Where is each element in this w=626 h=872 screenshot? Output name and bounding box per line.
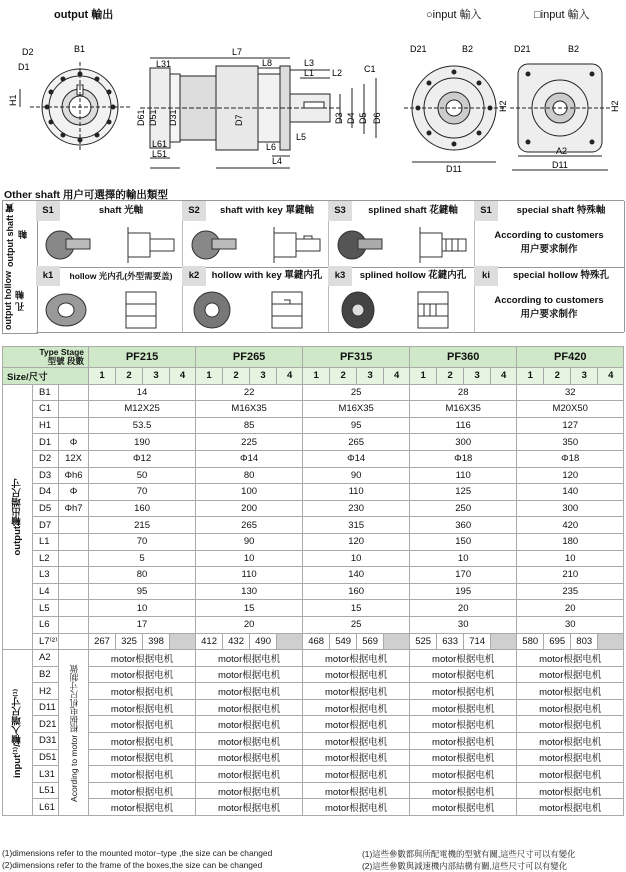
label-h2-square: H2 — [610, 100, 620, 112]
row-label: L51 — [33, 782, 59, 799]
table-cell: M12X25 — [89, 401, 196, 418]
table-row — [3, 550, 624, 567]
table-cell: 10 — [196, 550, 303, 567]
footnote-en-2: (2)dimensions refer to the frame of the boxes,the size can be changed — [2, 860, 263, 870]
table-cell: 110 — [410, 467, 517, 484]
input-note: Acording to motor 根据电机尺寸制做 — [59, 650, 89, 816]
output-face-drawing — [20, 62, 130, 152]
motor-cell: motor根据电机 — [517, 683, 624, 700]
label-d11-round: D11 — [446, 164, 462, 174]
row-tolerance: Φh7 — [59, 500, 89, 517]
label-l3: L3 — [304, 58, 315, 68]
table-row — [3, 434, 624, 451]
table-cell: 265 — [196, 517, 303, 534]
row-tolerance — [59, 600, 89, 617]
table-cell: 10 — [517, 550, 624, 567]
table-cell: 127 — [517, 417, 624, 434]
table-cell: 315 — [303, 517, 410, 534]
table-cell: 125 — [410, 484, 517, 501]
row-label: D31 — [33, 733, 59, 750]
motor-cell: motor根据电机 — [517, 650, 624, 667]
motor-cell: motor根据电机 — [89, 799, 196, 816]
motor-cell: motor根据电机 — [303, 749, 410, 766]
table-cell: 633 — [437, 633, 464, 650]
shaft-option-s3: S3 splined shaft 花鍵軸 — [328, 201, 475, 267]
table-cell: 20 — [517, 600, 624, 617]
table-cell: 14 — [89, 384, 196, 401]
other-shaft-title: Other shaft 用户可選擇的輸出類型 — [4, 189, 168, 201]
table-cell: 70 — [89, 484, 196, 501]
table-cell: 569 — [357, 633, 384, 650]
output-heading: output 輸出 — [54, 9, 114, 21]
table-cell: 140 — [303, 567, 410, 584]
motor-cell: motor根据电机 — [196, 699, 303, 716]
table-cell: 150 — [410, 533, 517, 550]
table-cell-empty — [491, 633, 517, 650]
label-d61: D61 — [136, 109, 146, 126]
label-l4: L4 — [272, 156, 283, 166]
table-cell: 10 — [89, 600, 196, 617]
shaft-side-labels — [2, 200, 38, 334]
row-tolerance — [59, 567, 89, 584]
table-row — [3, 567, 624, 584]
label-l51: L51 — [152, 149, 168, 159]
table-row — [3, 517, 624, 534]
row-tolerance — [59, 517, 89, 534]
row-tolerance — [59, 550, 89, 567]
motor-cell: motor根据电机 — [89, 683, 196, 700]
input-group-label: input⁽¹⁾/輸入端尺寸⁽¹⁾ — [3, 650, 33, 816]
table-cell: 398 — [143, 633, 170, 650]
table-cell: 20 — [410, 600, 517, 617]
table-cell: 15 — [196, 600, 303, 617]
table-cell: 90 — [303, 467, 410, 484]
model-pf215: PF215 — [89, 347, 196, 368]
table-row — [3, 533, 624, 550]
row-tolerance: 12X — [59, 450, 89, 467]
row-tolerance — [59, 616, 89, 633]
table-cell: 170 — [410, 567, 517, 584]
table-row-input — [3, 766, 624, 783]
table-cell: 70 — [89, 533, 196, 550]
row-label: D21 — [33, 716, 59, 733]
table-row — [3, 467, 624, 484]
table-cell: Φ12 — [89, 450, 196, 467]
motor-cell: motor根据电机 — [303, 799, 410, 816]
motor-cell: motor根据电机 — [89, 666, 196, 683]
table-row — [3, 450, 624, 467]
table-cell: 50 — [89, 467, 196, 484]
model-pf265: PF265 — [196, 347, 303, 368]
motor-cell: motor根据电机 — [303, 716, 410, 733]
motor-cell: motor根据电机 — [410, 666, 517, 683]
label-b2-round: B2 — [462, 44, 474, 54]
table-row — [3, 500, 624, 517]
label-b2-square: B2 — [568, 44, 580, 54]
table-cell: 100 — [196, 484, 303, 501]
motor-cell: motor根据电机 — [517, 699, 624, 716]
label-l1: L1 — [304, 68, 315, 78]
motor-cell: motor根据电机 — [303, 650, 410, 667]
motor-cell: motor根据电机 — [89, 766, 196, 783]
table-cell: Φ14 — [196, 450, 303, 467]
hollow-illustrations — [36, 286, 476, 330]
table-row-input — [3, 716, 624, 733]
table-cell: 695 — [544, 633, 571, 650]
table-cell: 160 — [303, 583, 410, 600]
row-tolerance — [59, 401, 89, 418]
row-label: D3 — [33, 467, 59, 484]
motor-cell: motor根据电机 — [89, 749, 196, 766]
row-label: L7⁽²⁾ — [33, 633, 59, 650]
label-d51: D51 — [148, 109, 158, 126]
label-d3: D3 — [334, 112, 344, 124]
side-label-output-shaft: output shaft 實 軸 — [5, 203, 28, 267]
label-d11-square: D11 — [552, 160, 568, 170]
output-group-label: output輸出端尺寸 — [3, 384, 33, 650]
row-label: D51 — [33, 749, 59, 766]
label-b1: B1 — [74, 44, 86, 54]
motor-cell: motor根据电机 — [410, 782, 517, 799]
table-row-input — [3, 683, 624, 700]
footnote-cn-2: (2)這些參數與減速機内部結構有關,這些尺寸可以有變化 — [362, 861, 568, 871]
table-row-input — [3, 650, 624, 667]
table-row — [3, 616, 624, 633]
table-cell: 300 — [410, 434, 517, 451]
table-cell: 53.5 — [89, 417, 196, 434]
input-round-heading: ○input 輸入 — [426, 9, 482, 21]
motor-cell: motor根据电机 — [196, 749, 303, 766]
row-label: D4 — [33, 484, 59, 501]
table-cell: 10 — [410, 550, 517, 567]
label-d6: D6 — [372, 112, 382, 124]
technical-drawing — [0, 22, 626, 182]
motor-cell: motor根据电机 — [196, 782, 303, 799]
motor-cell: motor根据电机 — [196, 716, 303, 733]
motor-cell: motor根据电机 — [303, 666, 410, 683]
table-cell: 120 — [303, 533, 410, 550]
row-label: B1 — [33, 384, 59, 401]
row-label: H2 — [33, 683, 59, 700]
motor-cell: motor根据电机 — [89, 699, 196, 716]
table-cell: 195 — [410, 583, 517, 600]
row-label: C1 — [33, 401, 59, 418]
motor-cell: motor根据电机 — [196, 766, 303, 783]
row-label: L31 — [33, 766, 59, 783]
label-d1: D1 — [18, 62, 30, 72]
table-cell: 412 — [196, 633, 223, 650]
motor-cell: motor根据电机 — [196, 683, 303, 700]
table-cell: 225 — [196, 434, 303, 451]
row-tolerance — [59, 417, 89, 434]
motor-cell: motor根据电机 — [303, 699, 410, 716]
motor-cell: motor根据电机 — [89, 782, 196, 799]
table-cell: 95 — [303, 417, 410, 434]
table-cell: 250 — [410, 500, 517, 517]
motor-cell: motor根据电机 — [89, 733, 196, 750]
label-l61: L61 — [152, 139, 168, 149]
table-cell: 180 — [517, 533, 624, 550]
table-cell: 30 — [517, 616, 624, 633]
hollow-option-special: ki special hollow 特殊孔 According to customers 用户要求制作 — [474, 266, 625, 332]
table-cell: 525 — [410, 633, 437, 650]
table-row — [3, 417, 624, 434]
row-label: D11 — [33, 699, 59, 716]
motor-cell: motor根据电机 — [410, 733, 517, 750]
table-cell: 20 — [196, 616, 303, 633]
table-cell: 580 — [517, 633, 544, 650]
table-cell: 22 — [196, 384, 303, 401]
table-cell: 140 — [517, 484, 624, 501]
table-cell: 432 — [223, 633, 250, 650]
shaft-option-s1: S1 shaft 光軸 — [36, 201, 183, 267]
label-l6: L6 — [266, 142, 277, 152]
motor-cell: motor根据电机 — [517, 666, 624, 683]
table-cell: 110 — [196, 567, 303, 584]
motor-cell: motor根据电机 — [410, 749, 517, 766]
motor-cell: motor根据电机 — [410, 716, 517, 733]
round-input-drawing — [404, 66, 504, 162]
label-d21-round: D21 — [410, 44, 427, 54]
row-label: H1 — [33, 417, 59, 434]
label-d7: D7 — [234, 114, 244, 126]
type-stage-header: Type Stage 型號 段數 — [3, 347, 89, 368]
row-tolerance: Φh6 — [59, 467, 89, 484]
model-pf420: PF420 — [517, 347, 624, 368]
table-row — [3, 384, 624, 401]
table-cell-empty — [598, 633, 624, 650]
table-row-input — [3, 666, 624, 683]
table-row-input — [3, 733, 624, 750]
table-cell: 714 — [464, 633, 491, 650]
motor-cell: motor根据电机 — [517, 766, 624, 783]
label-a2: A2 — [556, 146, 568, 156]
table-cell: 85 — [196, 417, 303, 434]
label-l31: L31 — [156, 59, 172, 69]
table-cell: 490 — [250, 633, 277, 650]
table-row — [3, 583, 624, 600]
footnote-cn-1: (1)這些參數都與所配電機的型號有關,這些尺寸可以有變化 — [362, 849, 576, 859]
row-label: D2 — [33, 450, 59, 467]
table-cell: 549 — [330, 633, 357, 650]
row-label: L1 — [33, 533, 59, 550]
table-cell: 360 — [410, 517, 517, 534]
table-row — [3, 484, 624, 501]
motor-cell: motor根据电机 — [196, 799, 303, 816]
table-cell: 230 — [303, 500, 410, 517]
shaft-option-s2: S2 shaft with key 單鍵軸 — [182, 201, 329, 267]
label-d31: D31 — [168, 109, 178, 126]
custom-note-shaft: According to customers 用户要求制作 — [494, 230, 604, 255]
row-label: A2 — [33, 650, 59, 667]
table-cell: 210 — [517, 567, 624, 584]
row-tolerance: Φ — [59, 484, 89, 501]
other-shaft-panel — [2, 200, 624, 332]
row-label: L2 — [33, 550, 59, 567]
table-row-input — [3, 782, 624, 799]
row-label: L4 — [33, 583, 59, 600]
table-cell: 116 — [410, 417, 517, 434]
row-label: D7 — [33, 517, 59, 534]
table-cell-empty — [170, 633, 196, 650]
table-cell: 80 — [196, 467, 303, 484]
motor-cell: motor根据电机 — [517, 749, 624, 766]
table-row-input — [3, 799, 624, 816]
hollow-row — [36, 266, 624, 333]
row-label: D5 — [33, 500, 59, 517]
table-cell: 325 — [116, 633, 143, 650]
side-label-output-hollow: output hollow 孔 軸 — [3, 269, 37, 334]
label-l2: L2 — [332, 68, 343, 78]
row-tolerance: Φ — [59, 434, 89, 451]
row-label: L3 — [33, 567, 59, 584]
label-c1: C1 — [364, 64, 376, 74]
table-cell: M16X35 — [196, 401, 303, 418]
table-cell: 420 — [517, 517, 624, 534]
motor-cell: motor根据电机 — [196, 650, 303, 667]
table-cell: 30 — [410, 616, 517, 633]
motor-cell: motor根据电机 — [196, 666, 303, 683]
label-h2-round: H2 — [498, 100, 508, 112]
hollow-option-k1: k1 hollow 光内孔(外型需要盖) — [36, 266, 183, 332]
label-l5: L5 — [296, 132, 307, 142]
table-cell: M16X35 — [410, 401, 517, 418]
motor-cell: motor根据电机 — [410, 650, 517, 667]
table-cell: 160 — [89, 500, 196, 517]
motor-cell: motor根据电机 — [410, 683, 517, 700]
shaft-row — [36, 200, 624, 268]
footnote-en-1: (1)dimensions refer to the mounted motor−type ,the size can be changed — [2, 848, 273, 858]
label-d5: D5 — [358, 112, 368, 124]
table-cell: 15 — [303, 600, 410, 617]
row-label: D1 — [33, 434, 59, 451]
table-cell: 120 — [517, 467, 624, 484]
table-cell: 25 — [303, 616, 410, 633]
motor-cell: motor根据电机 — [303, 683, 410, 700]
row-tolerance — [59, 533, 89, 550]
motor-cell: motor根据电机 — [517, 733, 624, 750]
table-cell-empty — [277, 633, 303, 650]
table-cell: 95 — [89, 583, 196, 600]
row-label: B2 — [33, 666, 59, 683]
motor-cell: motor根据电机 — [89, 716, 196, 733]
stage-row: Size/尺寸 1 2 3 4 1 2 3 4 1 2 3 4 1 2 3 4 1 2 3 4 — [3, 368, 624, 385]
table-cell: M20X50 — [517, 401, 624, 418]
table-row — [3, 401, 624, 418]
table-cell: 10 — [303, 550, 410, 567]
table-cell: 265 — [303, 434, 410, 451]
table-cell: 350 — [517, 434, 624, 451]
table-cell: 130 — [196, 583, 303, 600]
table-cell: 190 — [89, 434, 196, 451]
table-cell: M16X35 — [303, 401, 410, 418]
hollow-option-k3: k3 splined hollow 花鍵内孔 — [328, 266, 475, 332]
table-cell: 80 — [89, 567, 196, 584]
table-cell: Φ18 — [517, 450, 624, 467]
label-h1: H1 — [8, 94, 18, 106]
table-cell: 300 — [517, 500, 624, 517]
row-tolerance — [59, 384, 89, 401]
table-cell: 32 — [517, 384, 624, 401]
table-cell: 215 — [89, 517, 196, 534]
table-row — [3, 600, 624, 617]
shaft-illustrations — [36, 221, 476, 265]
table-row-l7 — [3, 633, 624, 650]
table-cell: 17 — [89, 616, 196, 633]
motor-cell: motor根据电机 — [303, 766, 410, 783]
motor-cell: motor根据电机 — [517, 799, 624, 816]
motor-cell: motor根据电机 — [517, 716, 624, 733]
row-label: L6 — [33, 616, 59, 633]
label-l8: L8 — [262, 58, 273, 68]
motor-cell: motor根据电机 — [196, 733, 303, 750]
table-cell: 28 — [410, 384, 517, 401]
row-label: L61 — [33, 799, 59, 816]
custom-note-hollow: According to customers 用户要求制作 — [494, 295, 604, 320]
table-cell: 468 — [303, 633, 330, 650]
label-d2: D2 — [22, 47, 34, 57]
table-cell: Φ18 — [410, 450, 517, 467]
row-tolerance — [59, 583, 89, 600]
table-row-input — [3, 699, 624, 716]
table-cell: 200 — [196, 500, 303, 517]
shaft-option-special: S1 special shaft 特殊軸 According to customers 用户要求制作 — [474, 201, 625, 267]
table-cell: 90 — [196, 533, 303, 550]
motor-cell: motor根据电机 — [517, 782, 624, 799]
model-pf360: PF360 — [410, 347, 517, 368]
input-square-heading: □input 輸入 — [534, 9, 590, 21]
table-cell: 5 — [89, 550, 196, 567]
motor-cell: motor根据电机 — [410, 766, 517, 783]
dimension-table — [2, 346, 624, 816]
table-cell-empty — [384, 633, 410, 650]
table-row-input — [3, 749, 624, 766]
table-cell: 25 — [303, 384, 410, 401]
table-cell: 110 — [303, 484, 410, 501]
model-pf315: PF315 — [303, 347, 410, 368]
motor-cell: motor根据电机 — [89, 650, 196, 667]
size-label: Size/尺寸 — [3, 368, 89, 385]
hollow-option-k2: k2 hollow with key 單鍵内孔 — [182, 266, 329, 332]
label-l7: L7 — [232, 47, 243, 57]
table-cell: 803 — [571, 633, 598, 650]
label-d21-square: D21 — [514, 44, 531, 54]
motor-cell: motor根据电机 — [303, 782, 410, 799]
label-d4: D4 — [346, 112, 356, 124]
row-label: L5 — [33, 600, 59, 617]
motor-cell: motor根据电机 — [410, 699, 517, 716]
motor-cell: motor根据电机 — [410, 799, 517, 816]
table-cell: Φ14 — [303, 450, 410, 467]
table-cell: 235 — [517, 583, 624, 600]
table-cell: 267 — [89, 633, 116, 650]
motor-cell: motor根据电机 — [303, 733, 410, 750]
